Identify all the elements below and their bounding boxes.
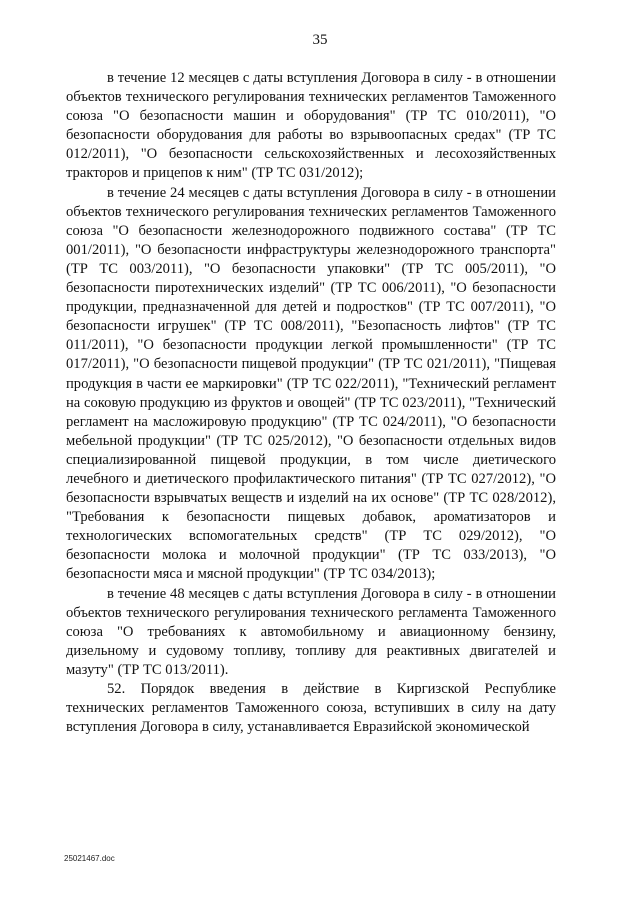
paragraph-52: 52. Порядок введения в действие в Киргизской Республике технических регламентов Таможенного союза, вступивших в силу на дату вступления Договора в силу, устанавливается Евразийской экономической (66, 681, 556, 736)
paragraph-48-months: в течение 48 месяцев с даты вступления Договора в силу - в отношении объектов технического регулирования технического регламента Таможенного союза "О требованиях к автомобильному и авиационному бензину, дизельному и судовому топливу, топливу для реактивных двигателей и мазуту" (ТР ТС 013/2011). (66, 585, 556, 678)
page-number: 35 (312, 32, 328, 48)
paragraph-12-months: в течение 12 месяцев с даты вступления Договора в силу - в отношении объектов технического регулирования технических регламентов Таможенного союза "О безопасности машин и оборудования" (ТР ТС 010/2011), "О безопасности оборудования для работы во взрывоопасных средах" (ТР ТС 012/2011), "О безопасности сельскохозяйственных и лесохозяйственных тракторов и прицепов к ним" (ТР ТС 031/2012); (66, 70, 556, 182)
document-file-code: 25021467.doc (64, 854, 115, 863)
paragraph-24-months: в течение 24 месяцев с даты вступления Договора в силу - в отношении объектов технического регулирования технических регламентов Таможенного союза "О безопасности железнодорожного подвижного состава" (ТР ТС 001/2011), "О безопасности инфраструктуры железнодорожного транспорта" (ТР ТС 003/2011), "О безопасности упаковки" (ТР ТС 005/2011), "О безопасности пиротехнических изделий" (ТР ТС 006/2011), "О безопасности продукции, предназначенной для детей и подростков" (ТР ТС 007/2011), "О безопасности игрушек" (ТР ТС 008/2011), "Безопасность лифтов" (ТР ТС 011/2011), "О безопасности продукции легкой промышленности" (ТР ТС 017/2011), "О безопасности пищевой продукции" (ТР ТС 021/2011), "Пищевая продукция в части ее маркировки" (ТР ТС 022/2011), "Технический регламент на соковую продукцию из фруктов и овощей" (ТР ТС 023/2011), "Технический регламент на масложировую продукцию" (ТР ТС 024/2011), "О безопасности мебельной продукции" (ТР ТС 025/2012), "О безопасности отдельных видов специализированной пищевой продукции, в том числе диетического лечебного и диетического профилактического питания" (ТР ТС 027/2012), "О безопасности взрывчатых веществ и изделий на их основе" (ТР ТС 028/2012), "Требования к безопасности пищевых добавок, ароматизаторов и технологических вспомогательных средств" (ТР ТС 029/2012), "О безопасности молока и молочной продукции" (ТР ТС 033/2013), "О безопасности мяса и мясной продукции" (ТР ТС 034/2013); (66, 184, 556, 583)
document-body (66, 69, 556, 737)
